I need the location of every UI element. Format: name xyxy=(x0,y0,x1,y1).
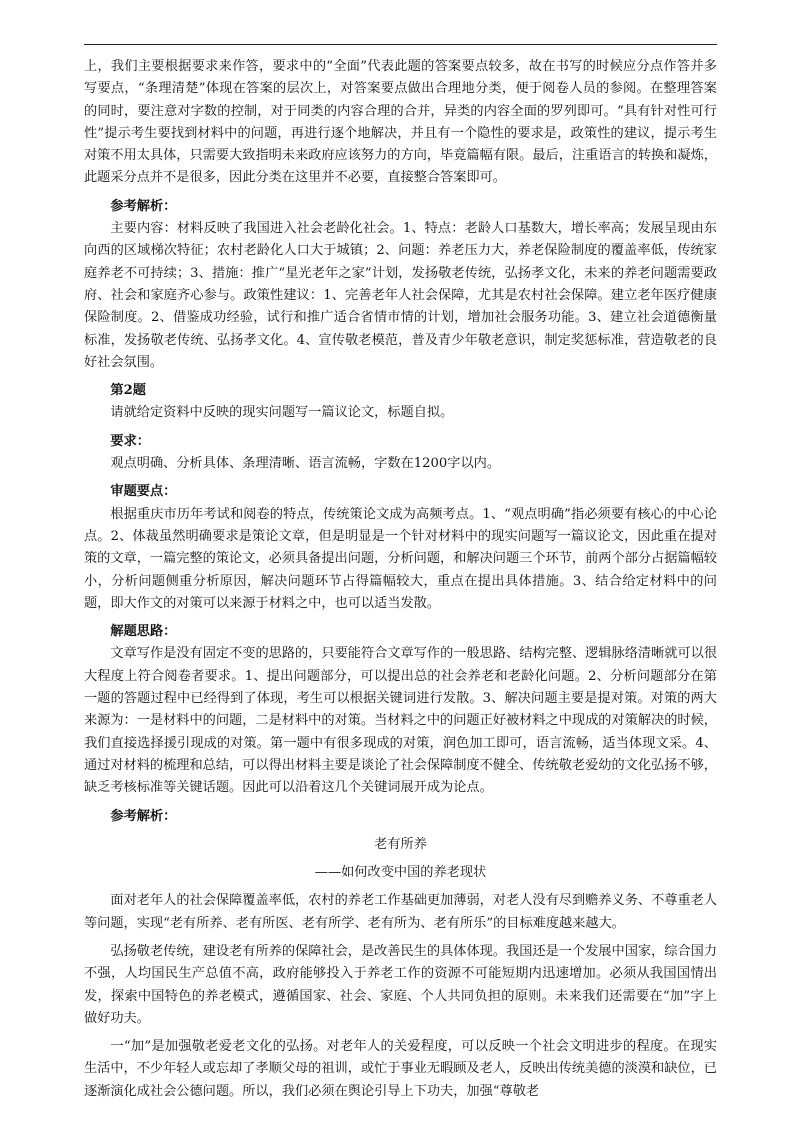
paragraph-main-content: 主要内容：材料反映了我国进入社会老龄化社会。1、特点：老龄人口基数大，增长率高；发展呈现由东向西的区域梯次特征；农村老龄化人口大于城镇；2、问题：养老压力大，养老保险制度的覆盖率低，传统家庭养老不可持续；3、措施：推广“星光老年之家”计划，发扬敬老传统，弘扬孝文化，未来的养老问题需要政府、社会和家庭齐心参与。政策性建议：1、完善老年人社会保障，尤其是农村社会保障。建立老年医疗健康保险制度。2、借鉴成功经验，试行和推广适合省情市情的计划，增加社会服务功能。3、建立社会道德衡量标准，发扬敬老传统、弘扬孝文化。4、宣传敬老模范，普及青少年敬老意识，制定奖惩标准，营造敬老的良好社会氛围。 xyxy=(84,221,717,370)
paragraph-approach: 文章写作是没有固定不变的思路的，只要能符合文章写作的一般思路、结构完整、逻辑脉络清晰就可以很大程度上符合阅卷者要求。1、提出问题部分，可以提出总的社会养老和老龄化问题。2、分析问题部分在第一题的答题过程中已经得到了体现，考生可以根据关键词进行发散。3、解决问题主要是提对策。对策的两大来源为：一是材料中的问题，二是材料中的对策。当材料之中的问题正好被材料之中现成的对策解决的时候，我们直接选择援引现成的对策。第一题中有很多现成的对策，润色加工即可，语言流畅，适当体现文采。4、通过对材料的梳理和总结，可以得出材料主要是谈论了社会保障制度不健全、传统敬老爱幼的文化弘扬不够，缺乏考核标准等关键话题。因此可以沿着这几个关键词展开成为论点。 xyxy=(84,646,718,796)
document-body xyxy=(84,56,717,1103)
essay-subtitle: ——如何改变中国的养老现状 xyxy=(314,865,487,881)
heading-question-2: 第2题 xyxy=(110,383,146,399)
heading-reference-answer-1: 参考解析： xyxy=(110,198,177,214)
heading-requirements: 要求： xyxy=(110,433,150,449)
essay-paragraph-1: 面对老年人的社会保障覆盖率低，农村的养老工作基础更加薄弱，对老人没有尽到赡养义务、不尊重老人等问题，实现“老有所养、老有所医、老有所学、老有所为、老有所乐”的目标难度越来越大。 xyxy=(84,893,718,931)
essay-paragraph-2: 弘扬敬老传统，建设老有所养的保障社会，是改善民生的具体体现。我国还是一个发展中国家，综合国力不强，人均国民生产总值不高，政府能够投入于养老工作的资源不可能短期内迅速增加。必须从我国国情出发，探索中国特色的养老模式，遵循国家、社会、家庭、个人共同负担的原则。未来我们还需要在“加”字上做好功夫。 xyxy=(84,943,718,1026)
essay-paragraph-3: 一“加”是加强敬老爱老文化的弘扬。对老年人的关爱程度，可以反映一个社会文明进步的程度。在现实生活中，不少年轻人或忘却了孝顺父母的祖训，或忙于事业无暇顾及老人，反映出传统美德的淡漠和缺位，已逐渐演化成社会公德问题。所以，我们必须在舆论引导上下功夫，加强“尊敬老 xyxy=(84,1039,717,1099)
heading-reference-answer-2: 参考解析： xyxy=(110,808,177,824)
heading-approach: 解题思路： xyxy=(110,624,177,640)
paragraph-question-2-prompt: 请就给定资料中反映的现实问题写一篇议论文，标题自拟。 xyxy=(110,405,454,421)
heading-key-points: 审题要点： xyxy=(110,484,177,500)
paragraph-key-points: 根据重庆市历年考试和阅卷的特点，传统策论文成为高频考点。1、“观点明确”指必须要有核心的中心论点。2、体裁虽然明确要求是策论文章，但是明显是一个针对材料中的现实问题写一篇议论文，因此重在提对策的文章，一篇完整的策论文，必须具备提出问题，分析问题，和解决问题三个环节，前两个部分占据篇幅较小，分析问题侧重分析原因，解决问题环节占得篇幅较大，重点在提出具体措施。3、结合给定材料中的问题，即大作文的对策可以来源于材料之中，也可以适当发散。 xyxy=(84,506,717,611)
paragraph-continued: 上，我们主要根据要求来作答，要求中的“全面”代表此题的答案要点较多，故在书写的时候应分点作答并多写要点，“条理清楚”体现在答案的层次上，对答案要点做出合理地分类，便于阅卷人员的参阅。在整理答案的同时，要注意对字数的控制，对于同类的内容合理的合并，异类的内容全面的罗列即可。“具有针对性可行性”提示考生要找到材料中的问题，再进行逐个地解决，并且有一个隐性的要求是，政策性的建议，提示考生对策不用太具体，只需要大致指明未来政府应该努力的方向，毕竟篇幅有限。最后，注重语言的转换和凝炼，此题采分点并不是很多，因此分类在这里并不必要，直接整合答案即可。 xyxy=(84,59,717,186)
paragraph-requirements: 观点明确、分析具体、条理清晰、语言流畅，字数在1200字以内。 xyxy=(110,456,501,472)
essay-title: 老有所养 xyxy=(374,836,427,852)
header-rule xyxy=(84,44,717,45)
